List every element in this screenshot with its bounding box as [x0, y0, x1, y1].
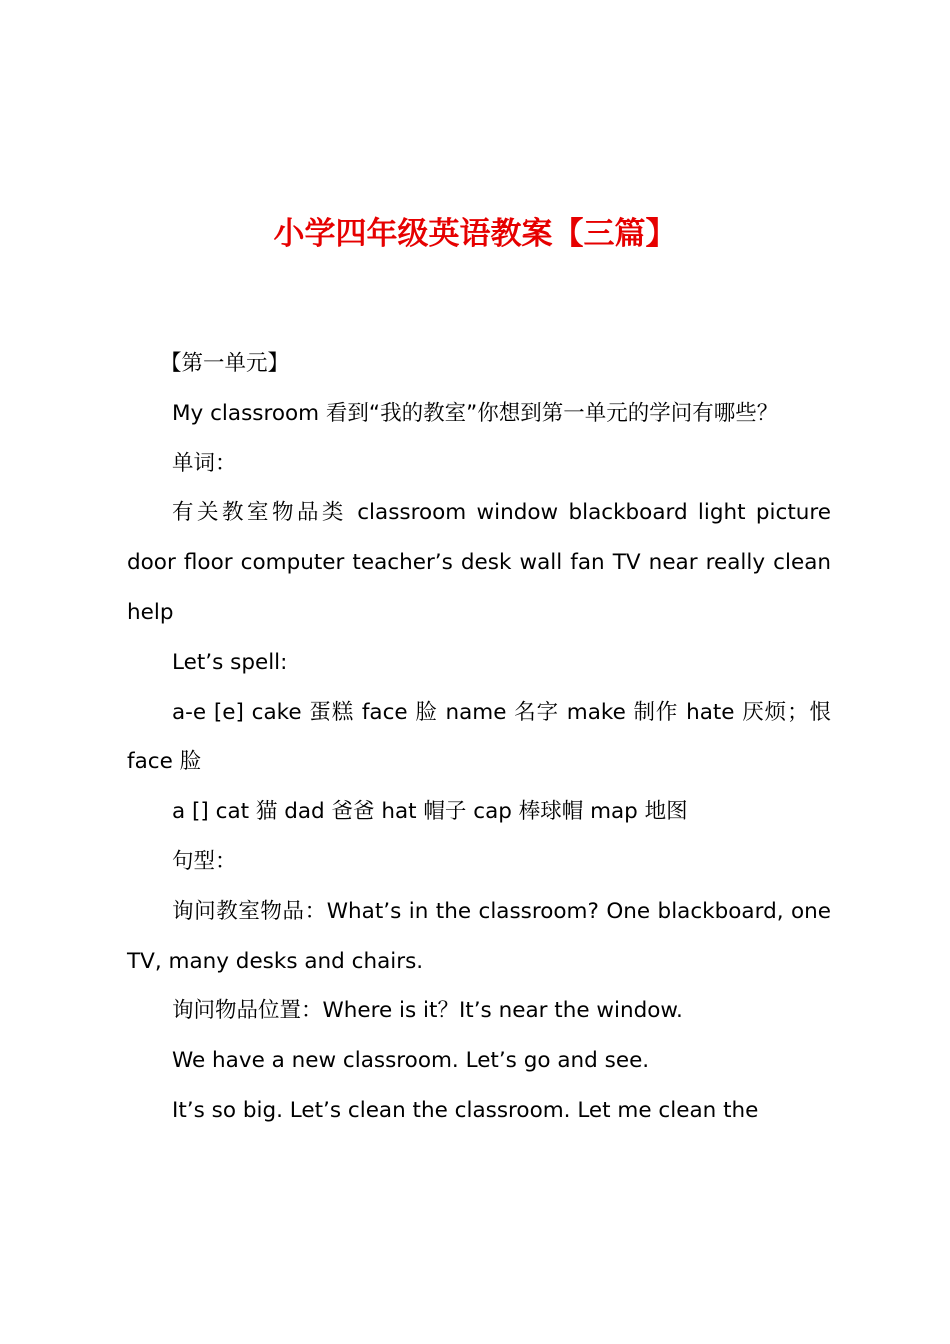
body-paragraph: It’s so big. Let’s clean the classroom. Let me clean the [172, 1097, 759, 1123]
body-paragraph: a [] cat 猫 dad 爸爸 hat 帽子 cap 棒球帽 map 地图 [172, 799, 688, 825]
body-paragraph: My classroom 看到“我的教室”你想到第一单元的学问有哪些？ [172, 400, 779, 426]
document-body [127, 339, 831, 1136]
body-paragraph: 有关教室物品类 classroom window blackboard light picture door floor computer teacher’s desk wall fan TV near really clean help [127, 500, 831, 625]
body-paragraph: 单词： [172, 450, 237, 476]
body-paragraph: 询问教室物品：What’s in the classroom? One blackboard, one TV, many desks and chairs. [127, 898, 831, 974]
body-paragraph: a-e [e] cake 蛋糕 face 脸 name 名字 make 制作 hate 厌烦；恨 face 脸 [127, 699, 831, 775]
body-paragraph: 句型： [172, 848, 237, 874]
body-paragraph: We have a new classroom. Let’s go and see. [172, 1048, 650, 1074]
section-heading: 【第一单元】 [160, 351, 290, 376]
body-paragraph: 询问物品位置：Where is it？It’s near the window. [172, 998, 683, 1024]
body-paragraph: Let’s spell: [172, 649, 288, 675]
document-title: 小学四年级英语教案【三篇】 [273, 216, 677, 252]
